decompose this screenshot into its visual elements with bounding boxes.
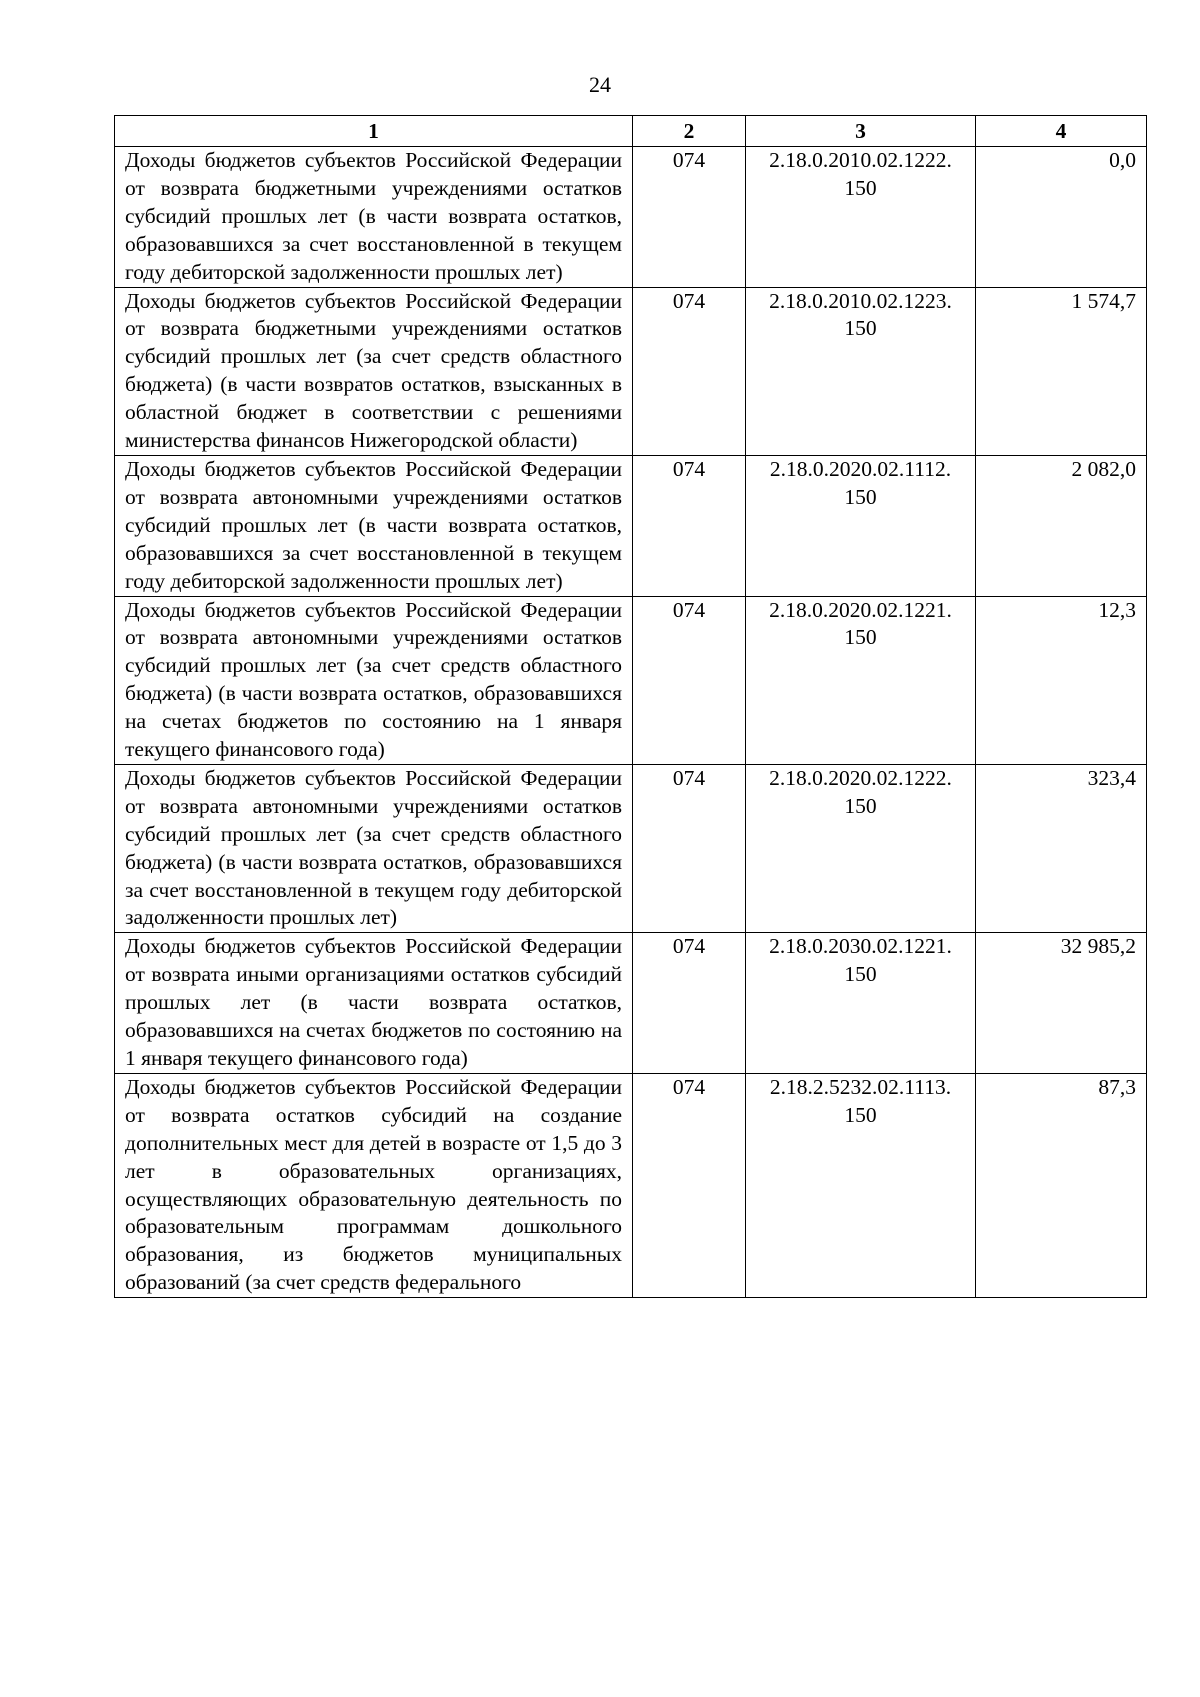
table-row [115,596,1147,764]
amount: 1 574,7 [976,287,1147,455]
page-number: 24 [589,72,611,97]
administrator-code: 074 [633,455,746,596]
code-line-2: 150 [844,175,877,200]
column-header-3: 3 [746,116,976,147]
administrator-code: 074 [633,933,746,1074]
amount: 32 985,2 [976,933,1147,1074]
revenue-description: Доходы бюджетов субъектов Российской Федерации от возврата бюджетными учреждениями остатков субсидий прошлых лет (за счет средств областного бюджета) (в части возвратов остатков, взысканных в областной бюджет в соответствии с решениями министерства финансов Нижегородской области) [115,287,633,455]
administrator-code: 074 [633,764,746,932]
budget-classification-code [746,764,976,932]
administrator-code: 074 [633,1073,746,1297]
budget-classification-code [746,596,976,764]
column-header-1: 1 [115,116,633,147]
revenue-description: Доходы бюджетов субъектов Российской Федерации от возврата бюджетными учреждениями остатков субсидий прошлых лет (в части возврата остатков, образовавшихся за счет восстановленной в текущем году дебиторской задолженности прошлых лет) [115,147,633,288]
table-row [115,933,1147,1074]
budget-classification-code [746,455,976,596]
code-line-1: 2.18.0.2020.02.1112. [769,456,952,481]
revenue-table [114,115,1147,1298]
code-line-2: 150 [844,625,877,650]
code-line-1: 2.18.2.5232.02.1113. [769,1074,952,1099]
table-row [115,287,1147,455]
code-line-2: 150 [844,793,877,818]
table-row [115,147,1147,288]
code-line-2: 150 [844,1102,877,1127]
table-row [115,764,1147,932]
code-line-2: 150 [844,316,877,341]
column-header-4: 4 [976,116,1147,147]
code-line-1: 2.18.0.2030.02.1221. [769,934,952,959]
budget-classification-code [746,287,976,455]
budget-classification-code [746,1073,976,1297]
amount: 323,4 [976,764,1147,932]
code-line-1: 2.18.0.2010.02.1222. [769,148,952,172]
administrator-code: 074 [633,596,746,764]
amount: 0,0 [976,147,1147,288]
table-row [115,455,1147,596]
administrator-code: 074 [633,147,746,288]
revenue-description: Доходы бюджетов субъектов Российской Федерации от возврата автономными учреждениями остатков субсидий прошлых лет (в части возврата остатков, образовавшихся за счет восстановленной в текущем году дебиторской задолженности прошлых лет) [115,455,633,596]
code-line-1: 2.18.0.2020.02.1221. [769,597,952,622]
table-header-row [115,116,1147,147]
administrator-code: 074 [633,287,746,455]
column-header-2: 2 [633,116,746,147]
amount: 2 082,0 [976,455,1147,596]
revenue-description: Доходы бюджетов субъектов Российской Федерации от возврата остатков субсидий на создание дополнительных мест для детей в возрасте от 1,5 до 3 лет в образовательных организациях, осуществляющих образовательную деятельность по образовательным программам дошкольного образования, из бюджетов муниципальных образований (за счет средств федерального [115,1073,633,1297]
revenue-description: Доходы бюджетов субъектов Российской Федерации от возврата иными организациями остатков субсидий прошлых лет (в части возврата остатков, образовавшихся на счетах бюджетов по состоянию на 1 января текущего финансового года) [115,933,633,1074]
code-line-1: 2.18.0.2010.02.1223. [769,288,952,313]
amount: 12,3 [976,596,1147,764]
budget-classification-code [746,147,976,288]
revenue-description: Доходы бюджетов субъектов Российской Федерации от возврата автономными учреждениями остатков субсидий прошлых лет (за счет средств областного бюджета) (в части возврата остатков, образовавшихся на счетах бюджетов по состоянию на 1 января текущего финансового года) [115,596,633,764]
table-row [115,1073,1147,1297]
revenue-description: Доходы бюджетов субъектов Российской Федерации от возврата автономными учреждениями остатков субсидий прошлых лет (за счет средств областного бюджета) (в части возврата остатков, образовавшихся за счет восстановленной в текущем году дебиторской задолженности прошлых лет) [115,764,633,932]
code-line-2: 150 [844,484,877,509]
code-line-1: 2.18.0.2020.02.1222. [769,765,952,790]
amount: 87,3 [976,1073,1147,1297]
budget-classification-code [746,933,976,1074]
code-line-2: 150 [844,962,877,987]
